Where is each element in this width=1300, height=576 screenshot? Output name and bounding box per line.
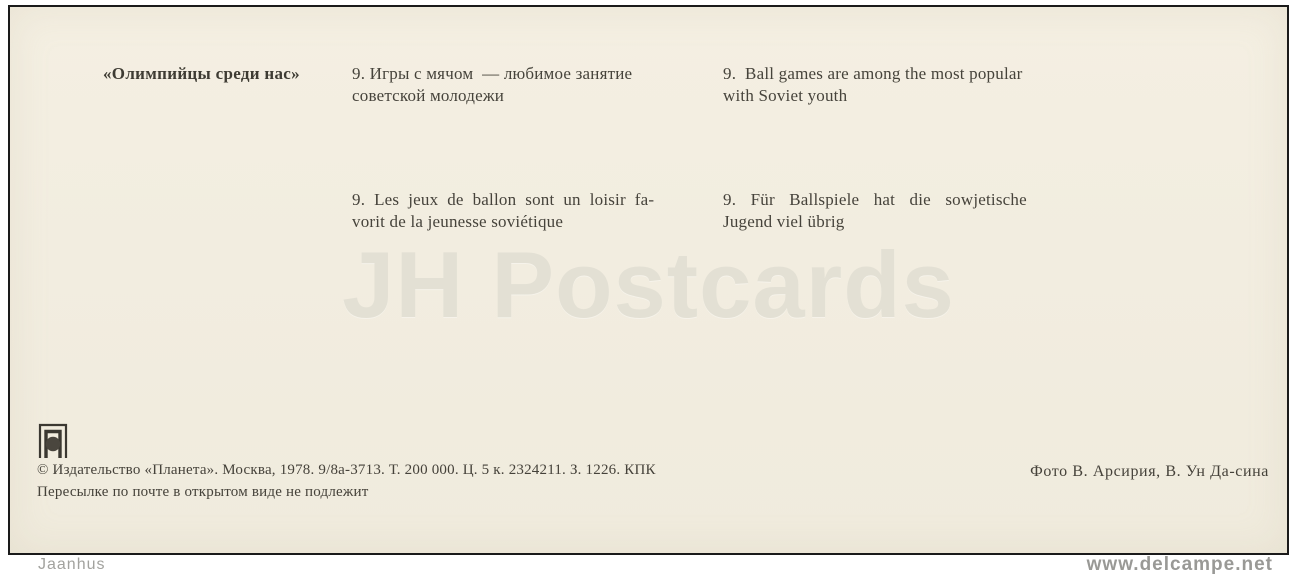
caption-german-line-1: 9. Für Ballspiele hat die sowjetische [723,190,1027,209]
caption-russian-line-1: 9. Игры с мячом — любимое занятие [352,64,633,83]
caption-french-line-2: vorit de la jeunesse soviétique [352,212,564,231]
planeta-publisher-logo-icon [37,422,69,459]
delcampe-site-watermark: www.delcampe.net [1086,554,1273,575]
publisher-imprint-line: © Издательство «Планета». Москва, 1978. 9/8а-3713. Т. 200 000. Ц. 5 к. 2324211. З. 1226. КПК [37,462,656,478]
postal-notice-line: Пересылке по почте в открытом виде не подлежит [37,484,369,500]
caption-russian [352,63,632,107]
caption-english [723,63,1023,107]
series-title: «Олимпийцы среди нас» [103,64,300,83]
caption-french-line-1: 9. Les jeux de ballon sont un loisir fa- [352,190,655,209]
caption-french [352,189,654,233]
caption-german-line-2: Jugend viel übrig [723,212,845,231]
caption-english-line-2: with Soviet youth [723,86,848,105]
photo-credit: Фото В. Арсирия, В. Ун Да-сина [1030,463,1269,480]
postcard-back [8,5,1289,555]
jaanhus-seller-watermark: Jaanhus [38,556,106,573]
caption-english-line-1: 9. Ball games are among the most popular [723,64,1023,83]
jh-postcards-watermark: JH Postcards [342,232,955,337]
caption-russian-line-2: советской молодежи [352,86,505,105]
caption-german [723,189,1027,233]
